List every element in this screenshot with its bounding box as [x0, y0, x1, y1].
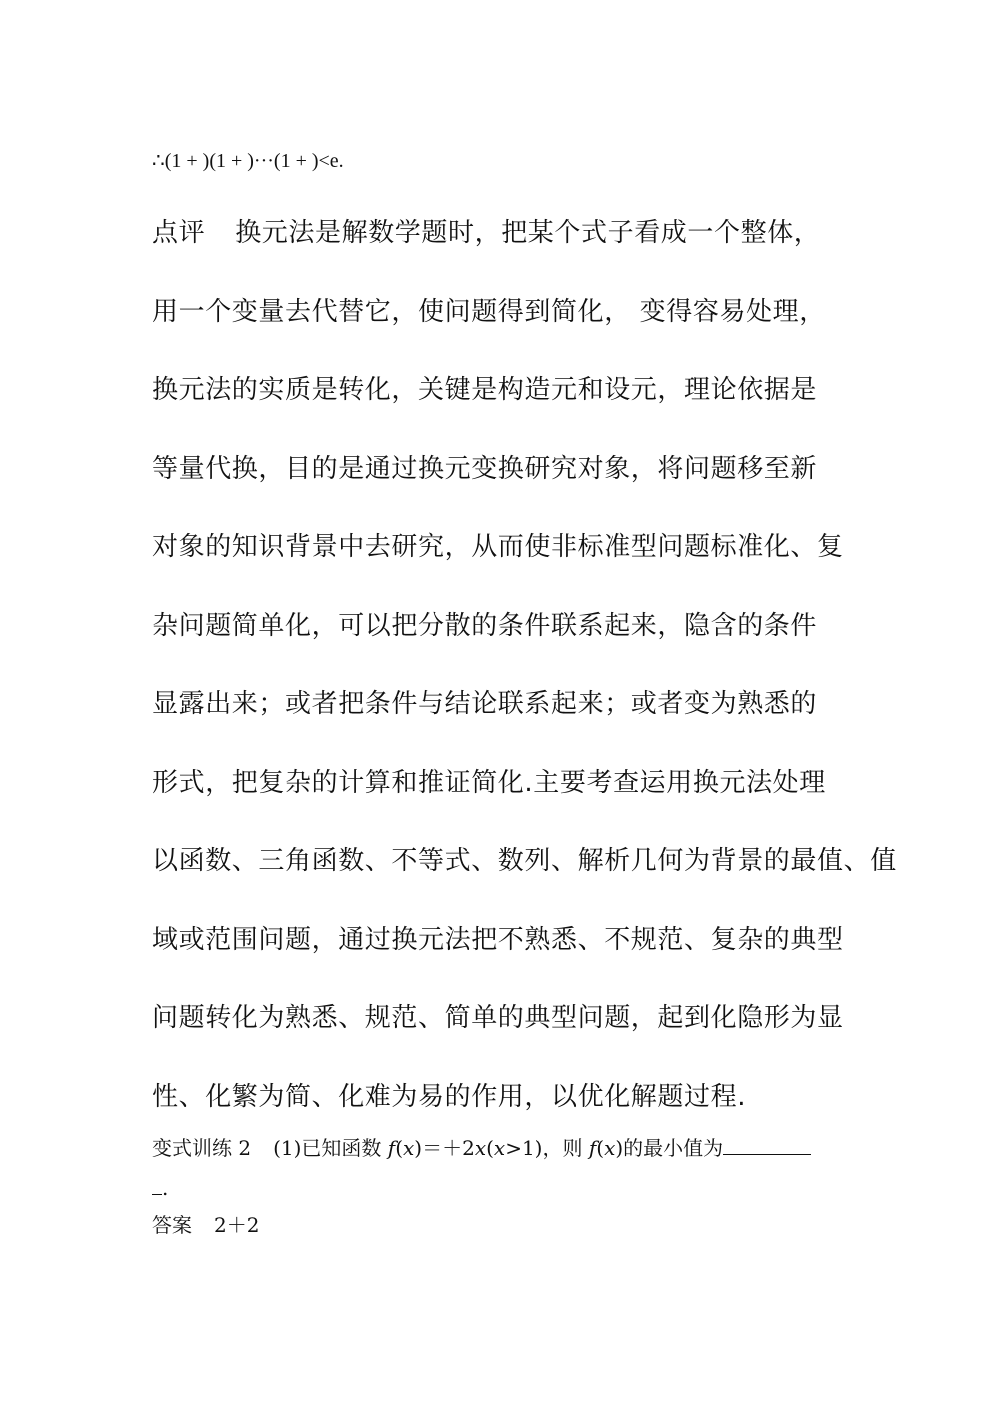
- exercise-part: (1)已知函数: [273, 1136, 382, 1160]
- comment-line: 显露出来；或者把条件与结论联系起来；或者变为熟悉的: [152, 689, 818, 719]
- comment-line: 等量代换，目的是通过换元变换研究对象，将问题移至新: [152, 453, 818, 484]
- func-symbol: f: [387, 1136, 396, 1160]
- var-symbol: x: [474, 1136, 487, 1160]
- exercise-label: 变式训练 2: [152, 1136, 252, 1160]
- answer-blank-tail[interactable]: [152, 1176, 162, 1195]
- period: .: [162, 1176, 169, 1200]
- var-symbol: x: [403, 1136, 415, 1160]
- expr-part: )＝＋2: [414, 1136, 475, 1160]
- paren: (: [596, 1136, 605, 1160]
- paren: (: [486, 1136, 494, 1160]
- comment-line: [152, 194, 852, 273]
- comment-line: 杂问题简单化，可以把分散的条件联系起来，隐含的条件: [152, 610, 818, 641]
- formula-conclusion: ∴(1 + )(1 + )···(1 + )<e.: [152, 150, 344, 172]
- question-part: )的最小值为: [615, 1136, 724, 1160]
- condition-part: >1)，则: [505, 1136, 583, 1160]
- comment-line: 域或范围问题，通过换元法把不熟悉、不规范、复杂的典型: [152, 924, 844, 955]
- comment-line: 性、化繁为简、化难为易的作用，以优化解题过程.: [152, 1081, 747, 1112]
- answer-blank[interactable]: [723, 1134, 811, 1155]
- func-symbol: f: [588, 1136, 597, 1160]
- comment-label: 点评: [152, 218, 206, 248]
- comment-line-text: 换元法是解数学题时，把某个式子看成一个整体，: [235, 218, 821, 248]
- comment-section: [152, 194, 897, 1136]
- answer-label: 答案: [152, 1213, 192, 1237]
- blank-continuation: [152, 1176, 168, 1200]
- comment-line: 换元法的实质是转化，关键是构造元和设元，理论依据是: [152, 375, 818, 405]
- exercise-question: [152, 1133, 852, 1163]
- comment-line: 问题转化为熟悉、规范、简单的典型问题，起到化隐形为显: [152, 1003, 844, 1033]
- paren: (: [395, 1136, 404, 1160]
- answer-line: [152, 1210, 259, 1240]
- comment-line: 对象的知识背景中去研究，从而使非标准型问题标准化、复: [152, 532, 844, 562]
- answer-value: 2＋2: [214, 1213, 260, 1237]
- var-symbol: x: [604, 1136, 616, 1160]
- comment-line: 用一个变量去代替它，使问题得到简化， 变得容易处理，: [152, 296, 826, 327]
- comment-line: 形式，把复杂的计算和推证简化.主要考查运用换元法处理: [152, 767, 826, 798]
- comment-line: 以函数、三角函数、不等式、数列、解析几何为背景的最值、值: [152, 846, 897, 876]
- var-symbol: x: [493, 1136, 506, 1160]
